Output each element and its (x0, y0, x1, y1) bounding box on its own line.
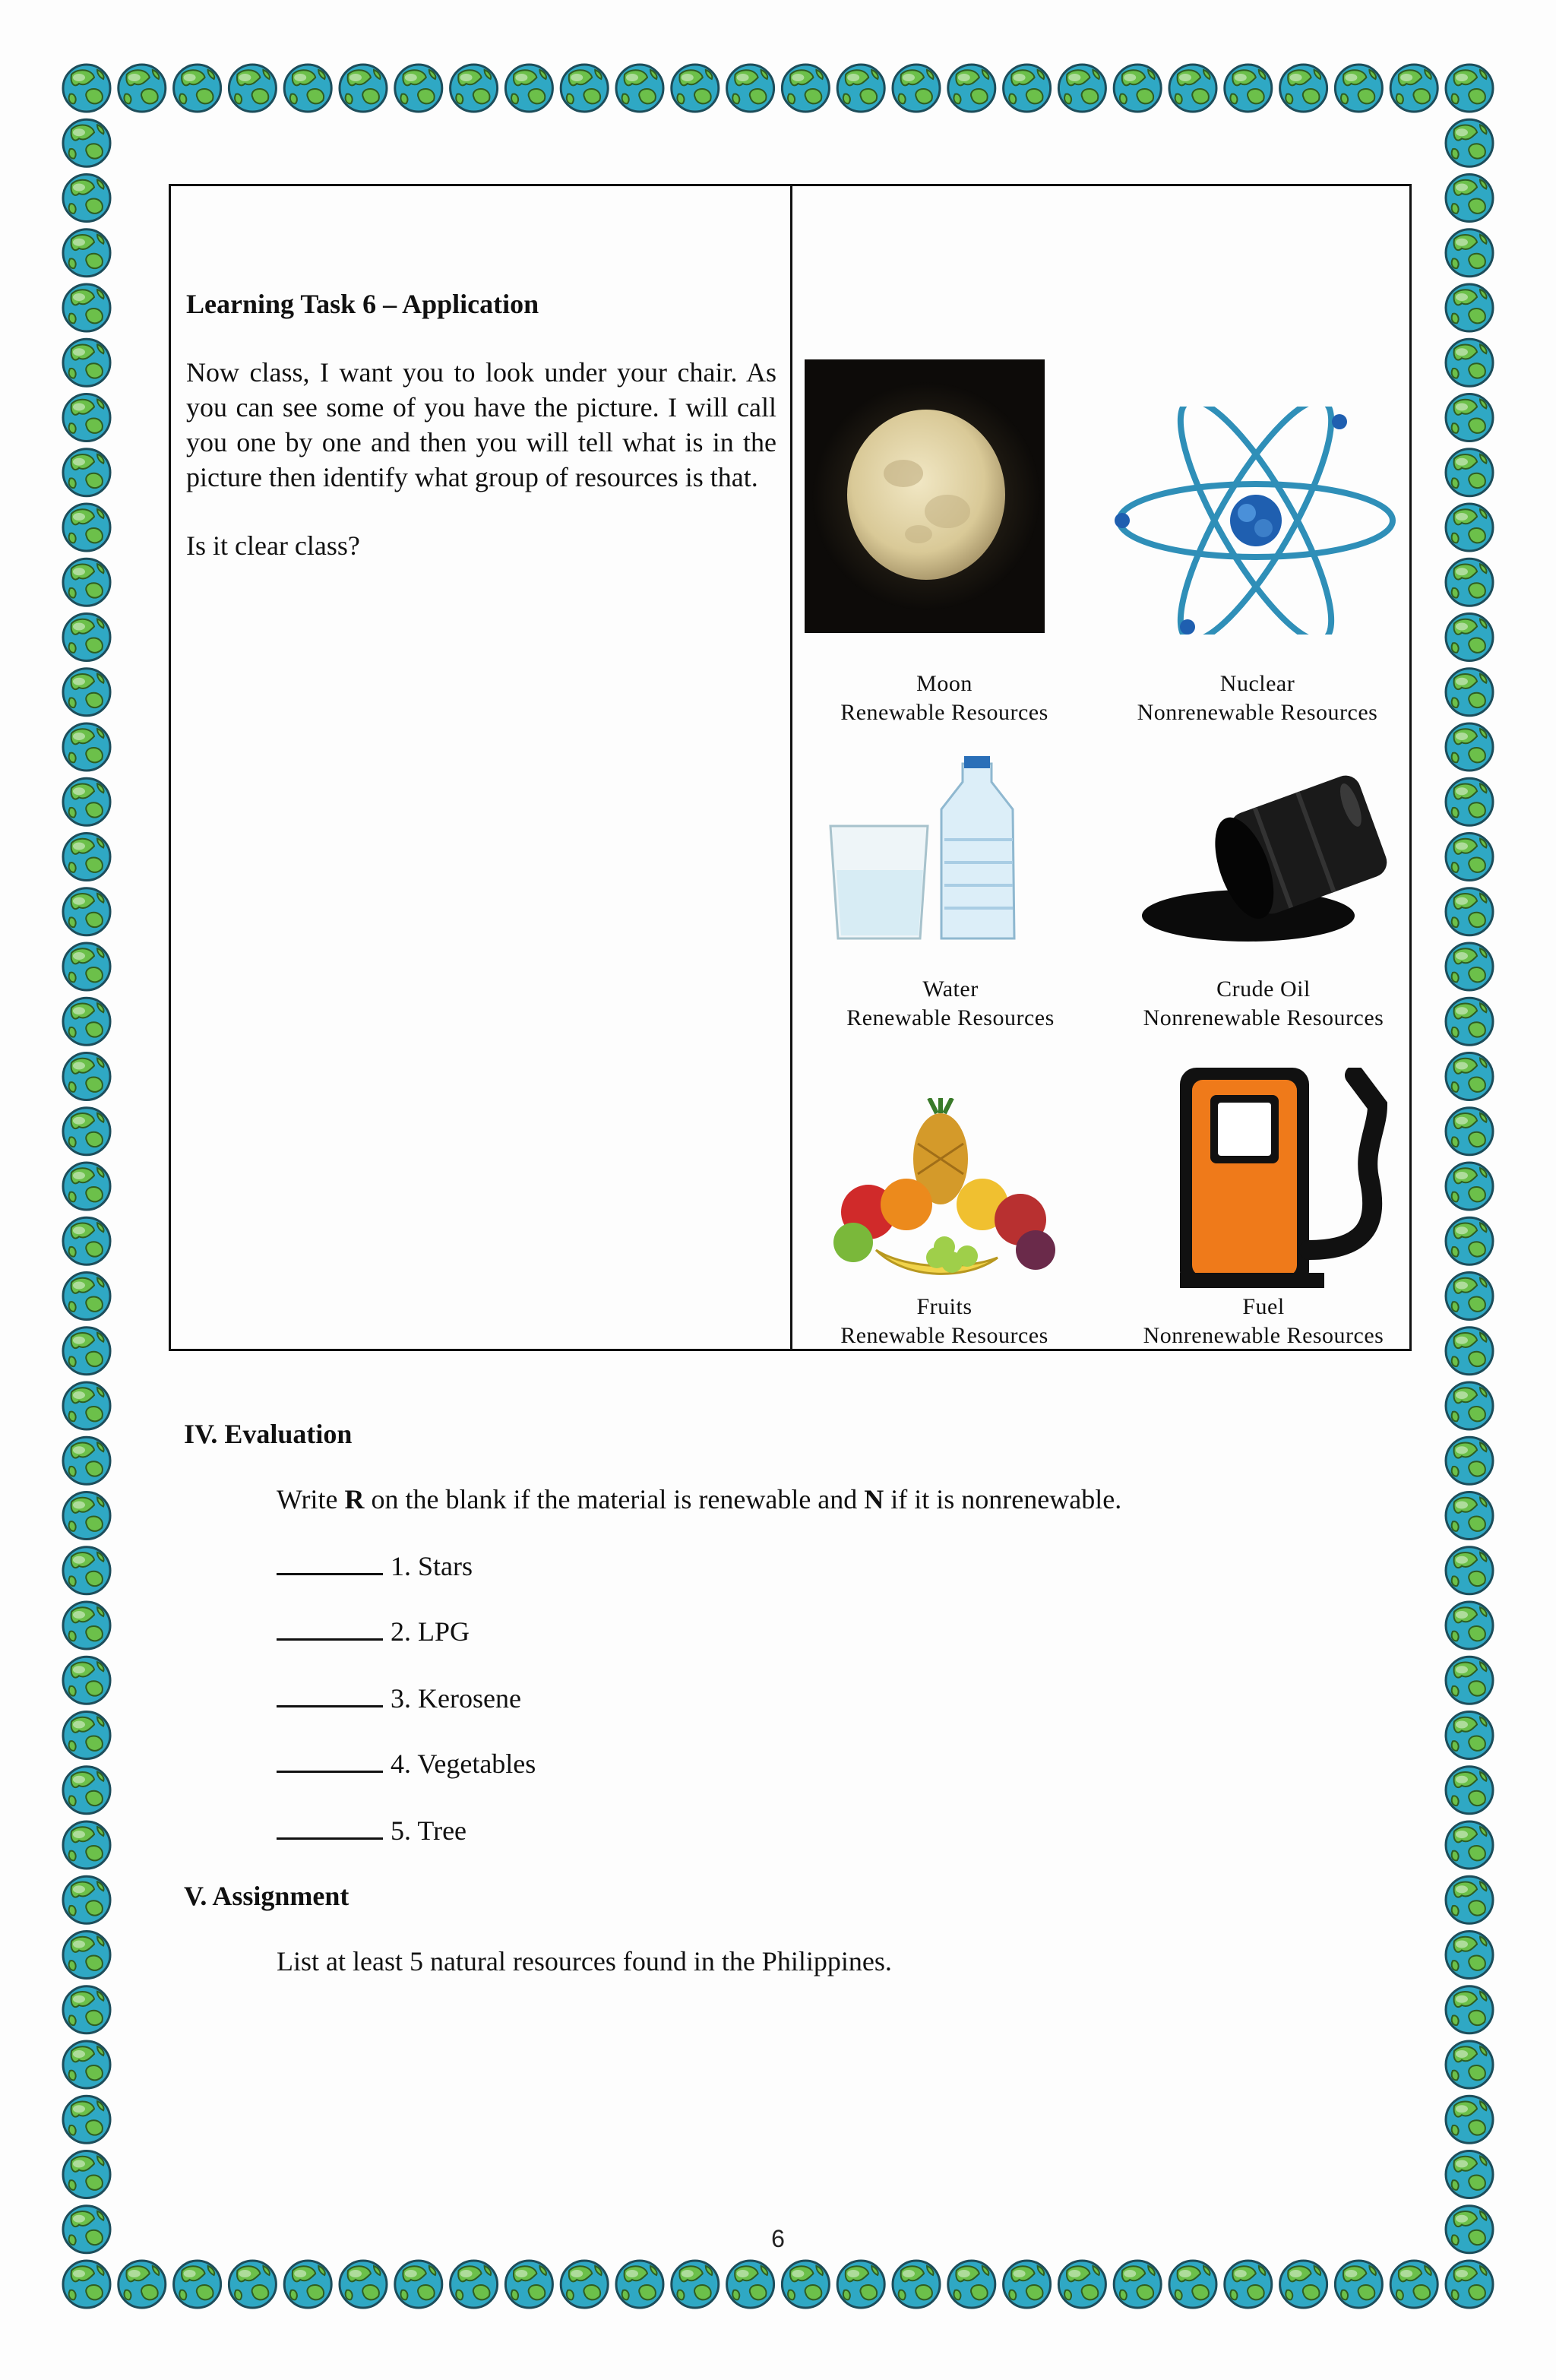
evaluation-item: 3. Kerosene (277, 1682, 521, 1714)
globe-icon (1446, 614, 1493, 661)
globe-icon (1446, 998, 1493, 1045)
evaluation-instruction: Write R on the blank if the material is renewable and N if it is nonrenewable. (277, 1484, 1122, 1514)
globe-icon (63, 2261, 110, 2308)
globe-icon (1446, 1547, 1493, 1594)
globe-icon (837, 2261, 884, 2308)
task-pictures-column (792, 186, 1409, 1349)
assignment-text: List at least 5 natural resources found in the Philippines. (277, 1946, 892, 1976)
globe-icon (1446, 669, 1493, 716)
evaluation-item: 2. LPG (277, 1616, 470, 1647)
globe-icon (1446, 1821, 1493, 1869)
globe-icon (451, 65, 498, 112)
task-instructions: Now class, I want you to look under your chair. As you can see some of you have the picture. I will call you one by one and then you will tell what is in the picture then identify what group of resources is that. (186, 357, 776, 492)
evaluation-item: 4. Vegetables (277, 1748, 536, 1780)
assignment-heading: V. Assignment (184, 1881, 349, 1911)
globe-icon (63, 1217, 110, 1264)
globe-icon (63, 2151, 110, 2198)
globe-icon (63, 723, 110, 771)
globe-icon (63, 778, 110, 825)
globe-icon (1446, 1437, 1493, 1484)
globe-icon (1446, 1163, 1493, 1210)
globe-icon (1280, 65, 1327, 112)
globe-icon (1446, 175, 1493, 222)
globe-icon (1280, 2261, 1327, 2308)
answer-blank[interactable] (277, 1817, 383, 1840)
globe-icon (395, 2261, 442, 2308)
caption-water: Water Renewable Resources (846, 976, 1055, 1030)
answer-blank[interactable] (277, 1552, 383, 1575)
globe-icon (1446, 229, 1493, 277)
oil-barrel-photo (1134, 771, 1393, 946)
globe-icon (1446, 778, 1493, 825)
caption-fruits: Fruits Renewable Resources (840, 1294, 1048, 1348)
globe-icon (63, 1547, 110, 1594)
globe-icon (672, 2261, 719, 2308)
globe-icon (63, 998, 110, 1045)
globe-icon (63, 1328, 110, 1375)
globe-icon (63, 2096, 110, 2143)
globe-icon (1446, 1657, 1493, 1704)
globe-icon (63, 65, 110, 112)
globe-icon (1004, 65, 1051, 112)
globe-icon (1446, 2041, 1493, 2088)
globe-icon (1446, 339, 1493, 386)
evaluation-item: 1. Stars (277, 1550, 473, 1582)
globe-icon (1446, 449, 1493, 496)
globe-icon (63, 1821, 110, 1869)
globe-icon (63, 1492, 110, 1540)
answer-blank[interactable] (277, 1618, 383, 1641)
globe-icon (63, 669, 110, 716)
moon-photo (805, 359, 1045, 633)
caption-crude-oil: Crude Oil Nonrenewable Resources (1143, 976, 1384, 1030)
globe-icon (1446, 1108, 1493, 1155)
globe-icon (63, 394, 110, 442)
caption-nuclear: Nuclear Nonrenewable Resources (1137, 671, 1378, 725)
fuel-pump-icon (1180, 1068, 1400, 1296)
globe-icon (1446, 284, 1493, 331)
globe-icon (1446, 2261, 1493, 2308)
globe-icon (63, 175, 110, 222)
globe-icon (893, 2261, 940, 2308)
globe-icon (1225, 65, 1272, 112)
caption-fuel: Fuel Nonrenewable Resources (1143, 1294, 1384, 1348)
task-question: Is it clear class? (186, 530, 360, 561)
globe-icon (1446, 119, 1493, 166)
globe-icon (1446, 723, 1493, 771)
globe-icon (63, 559, 110, 606)
globe-icon (1446, 65, 1493, 112)
globe-icon (63, 834, 110, 881)
globe-icon (1390, 65, 1437, 112)
globe-icon (1446, 1932, 1493, 1979)
globe-icon (672, 65, 719, 112)
globe-icon (1446, 1492, 1493, 1540)
globe-icon (1225, 2261, 1272, 2308)
globe-icon (1446, 2151, 1493, 2198)
globe-icon (1058, 2261, 1105, 2308)
globe-icon (1335, 65, 1382, 112)
globe-icon (63, 1382, 110, 1429)
globe-icon (63, 1986, 110, 2033)
water-glass-bottle-photo (823, 756, 1066, 946)
globe-icon (63, 1657, 110, 1704)
globe-icon (395, 65, 442, 112)
globe-icon (727, 2261, 774, 2308)
globe-icon (63, 1932, 110, 1979)
globe-icon (1446, 834, 1493, 881)
globe-icon (782, 2261, 829, 2308)
globe-icon (1446, 1273, 1493, 1320)
globe-icon (63, 888, 110, 935)
globe-icon (1446, 943, 1493, 990)
globe-icon (1446, 2096, 1493, 2143)
globe-icon (1446, 1382, 1493, 1429)
globe-icon (1446, 1217, 1493, 1264)
atom-icon (1112, 407, 1400, 635)
globe-icon (63, 1437, 110, 1484)
learning-task-table (169, 184, 1412, 1351)
evaluation-item: 5. Tree (277, 1815, 466, 1847)
globe-icon (561, 2261, 608, 2308)
task-text-column (171, 186, 792, 1349)
globe-icon (284, 2261, 331, 2308)
fruit-basket-photo (823, 1098, 1066, 1288)
globe-icon (63, 1602, 110, 1649)
globe-icon (1390, 2261, 1437, 2308)
globe-icon (63, 614, 110, 661)
globe-icon (63, 1767, 110, 1814)
globe-icon (174, 65, 221, 112)
globe-icon (63, 1108, 110, 1155)
globe-icon (1446, 1767, 1493, 1814)
globe-icon (1446, 888, 1493, 935)
globe-icon (63, 229, 110, 277)
globe-icon (451, 2261, 498, 2308)
globe-icon (119, 2261, 166, 2308)
globe-icon (837, 65, 884, 112)
globe-icon (727, 65, 774, 112)
globe-icon (1446, 1712, 1493, 1759)
globe-icon (63, 1876, 110, 1923)
globe-icon (63, 2041, 110, 2088)
globe-icon (893, 65, 940, 112)
globe-icon (63, 1712, 110, 1759)
globe-icon (1446, 1986, 1493, 2033)
globe-icon (1114, 65, 1161, 112)
globe-icon (1169, 2261, 1216, 2308)
globe-icon (63, 1273, 110, 1320)
globe-icon (1335, 2261, 1382, 2308)
globe-icon (616, 2261, 663, 2308)
globe-icon (561, 65, 608, 112)
globe-icon (63, 1053, 110, 1100)
globe-icon (948, 65, 995, 112)
globe-icon (505, 2261, 552, 2308)
globe-icon (1446, 1602, 1493, 1649)
globe-icon (1446, 504, 1493, 551)
globe-icon (340, 2261, 387, 2308)
globe-icon (174, 2261, 221, 2308)
page-number: 6 (771, 2225, 785, 2252)
caption-moon: Moon Renewable Resources (840, 671, 1048, 725)
task-title: Learning Task 6 – Application (186, 289, 539, 319)
globe-icon (1446, 394, 1493, 442)
globe-icon (229, 65, 276, 112)
evaluation-heading: IV. Evaluation (184, 1419, 353, 1449)
globe-icon (1446, 1053, 1493, 1100)
globe-icon (1446, 559, 1493, 606)
globe-icon (1004, 2261, 1051, 2308)
answer-blank[interactable] (277, 1750, 383, 1773)
globe-icon (1058, 65, 1105, 112)
globe-icon (63, 1163, 110, 1210)
globe-icon (63, 449, 110, 496)
globe-icon (782, 65, 829, 112)
globe-icon (1446, 1876, 1493, 1923)
globe-icon (284, 65, 331, 112)
globe-icon (616, 65, 663, 112)
globe-icon (1114, 2261, 1161, 2308)
globe-icon (63, 119, 110, 166)
globe-icon (1446, 1328, 1493, 1375)
globe-icon (63, 943, 110, 990)
globe-icon (340, 65, 387, 112)
globe-icon (119, 65, 166, 112)
globe-icon (505, 65, 552, 112)
answer-blank[interactable] (277, 1685, 383, 1707)
globe-icon (229, 2261, 276, 2308)
globe-icon (63, 284, 110, 331)
globe-icon (63, 504, 110, 551)
globe-icon (63, 339, 110, 386)
globe-icon (1169, 65, 1216, 112)
globe-icon (948, 2261, 995, 2308)
